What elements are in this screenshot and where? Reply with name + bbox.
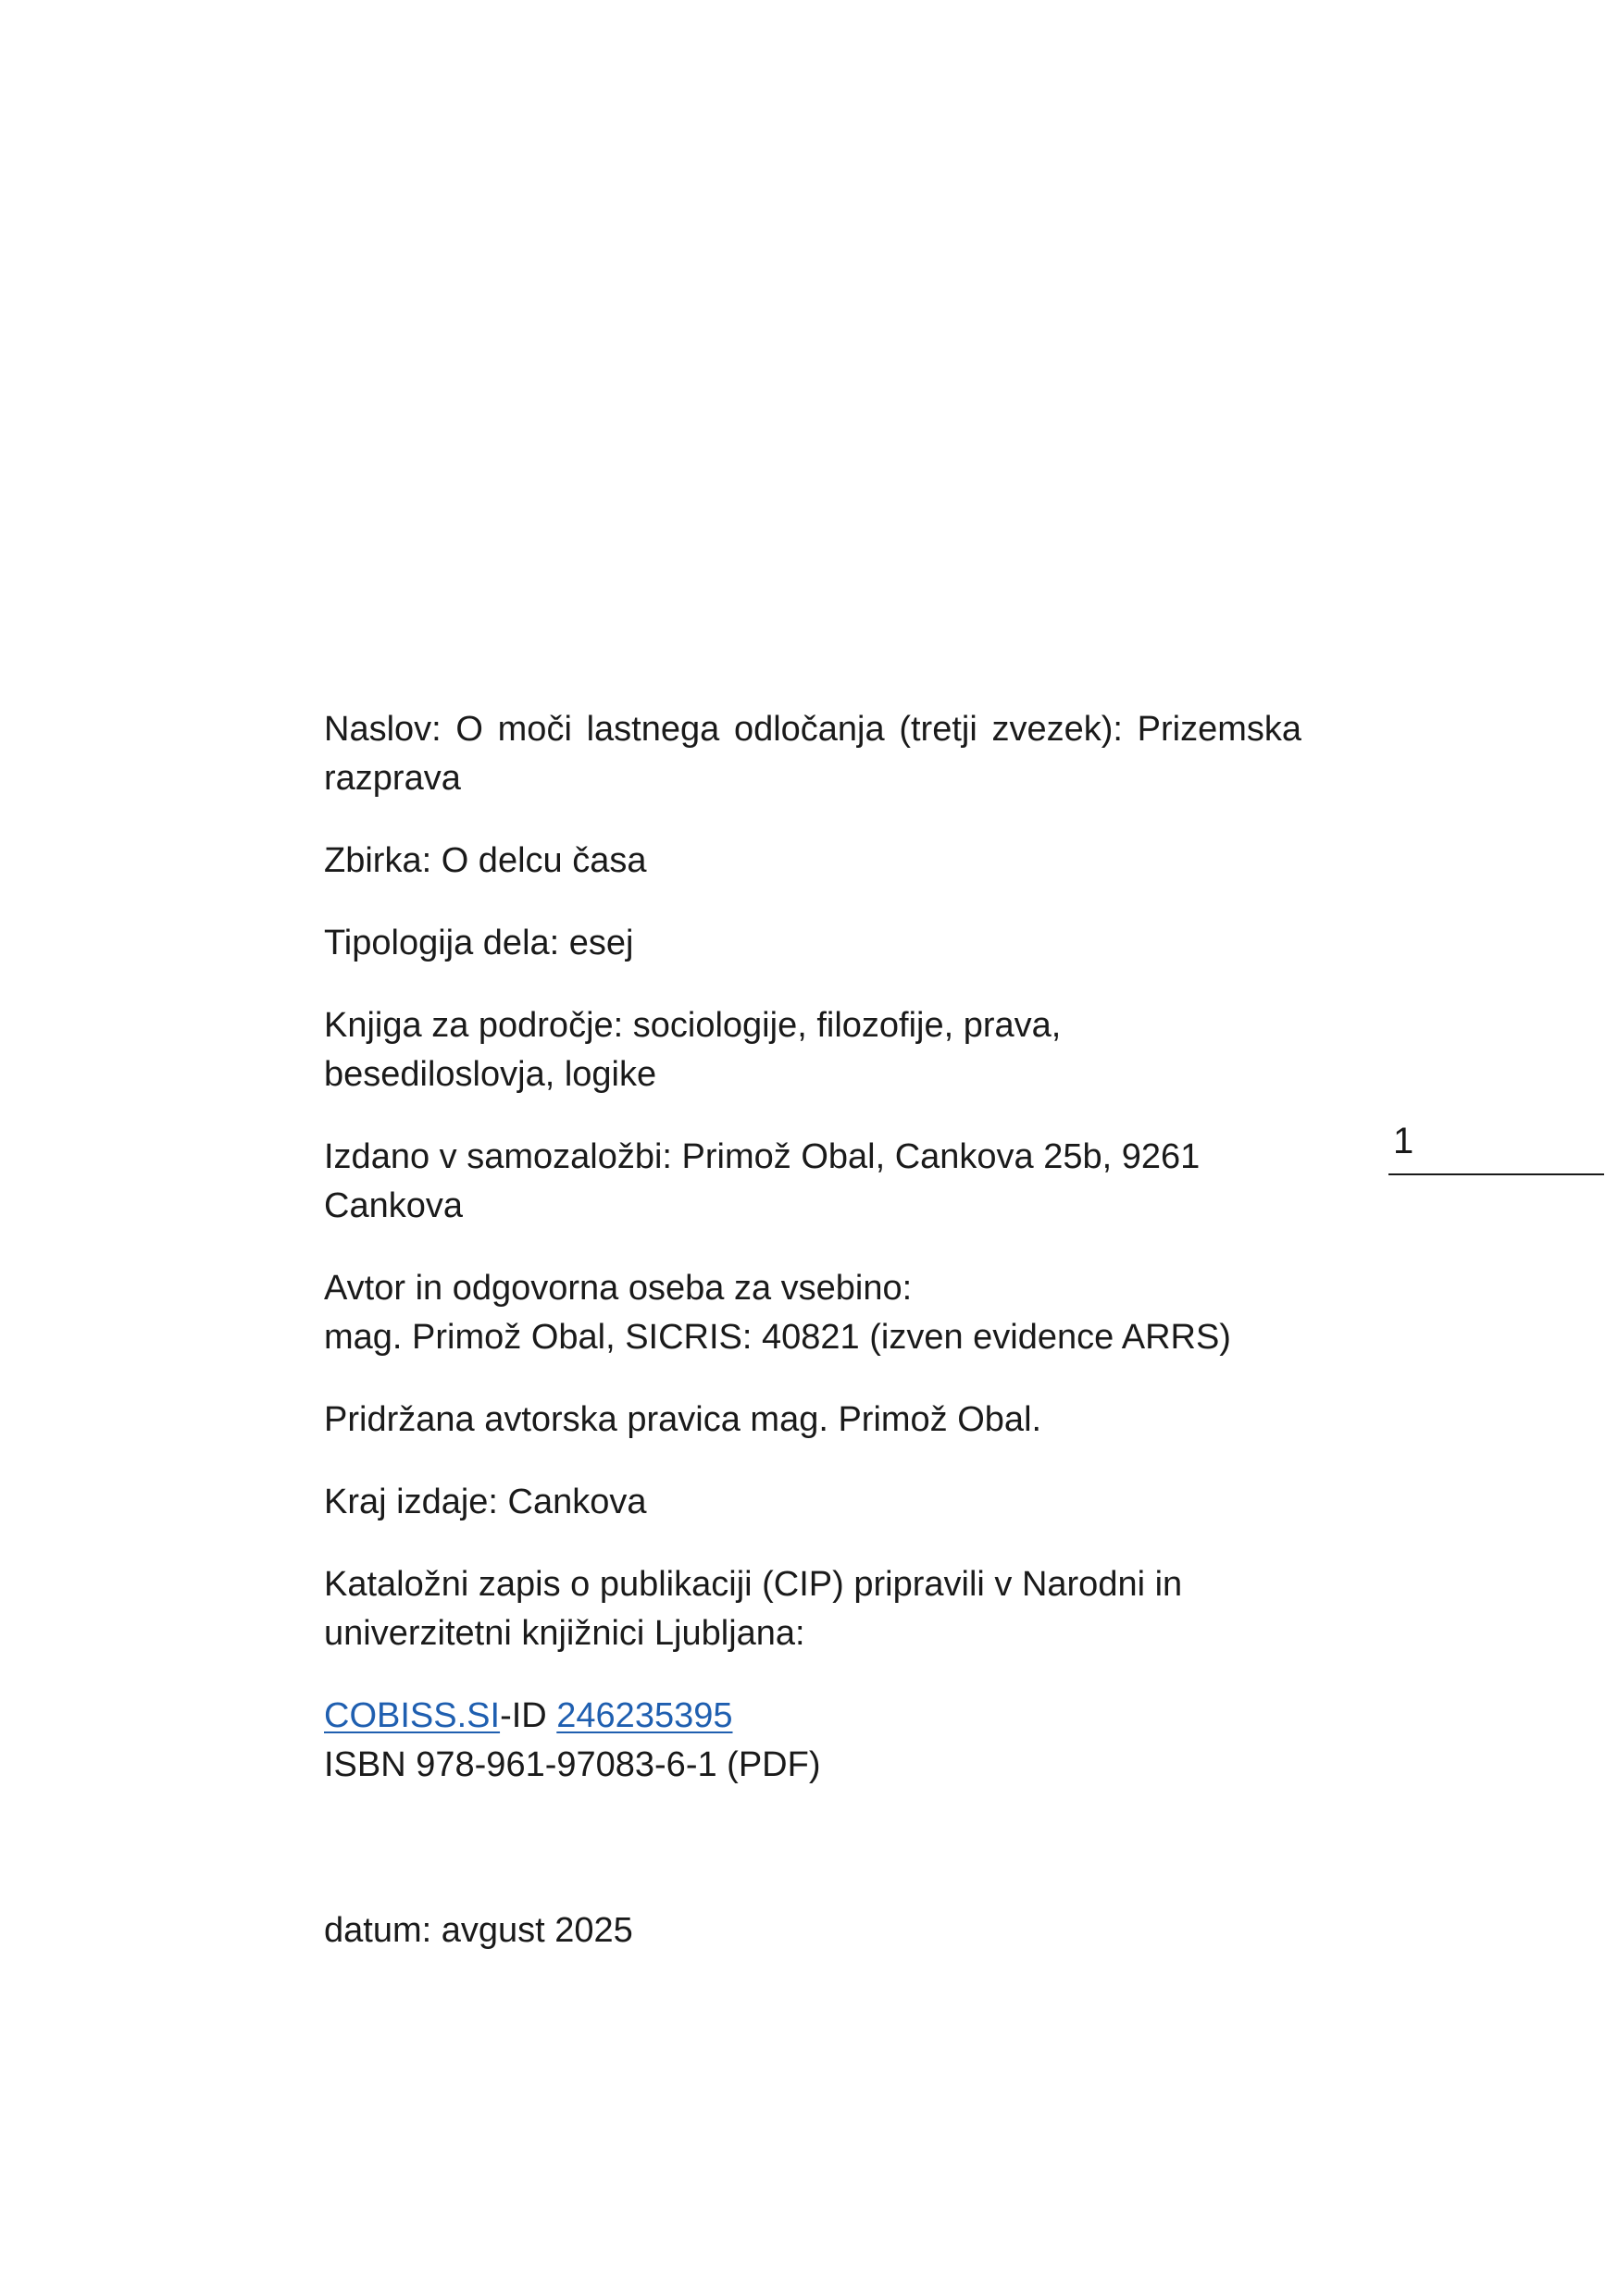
place-line: Kraj izdaje: Cankova <box>324 1483 647 1521</box>
author-name: mag. Primož Obal, SICRIS: 40821 (izven evidence ARRS) <box>324 1318 1231 1357</box>
spacer <box>324 1823 1301 1906</box>
cobiss-line <box>324 1692 1301 1741</box>
date-line: datum: avgust 2025 <box>324 1911 633 1950</box>
cobiss-id-link[interactable]: 246235395 <box>556 1696 733 1735</box>
fields-line: Knjiga za področje: sociologije, filozofije, prava, besediloslovja, logike <box>324 1006 1062 1094</box>
catalog-block <box>324 1692 1301 1790</box>
isbn-line: ISBN 978-961-97083-6-1 (PDF) <box>324 1745 821 1784</box>
copyright-line: Pridržana avtorska pravica mag. Primož Obal. <box>324 1400 1042 1439</box>
page-number-rule <box>1388 1173 1604 1175</box>
collection-line: Zbirka: O delcu časa <box>324 841 647 880</box>
cobiss-link[interactable]: COBISS.SI <box>324 1696 501 1735</box>
author-label: Avtor in odgovorna oseba za vsebino: <box>324 1269 913 1308</box>
publisher-line: Izdano v samozaložbi: Primož Obal, Cankova 25b, 9261 Cankova <box>324 1137 1201 1225</box>
cip-line: Kataložni zapis o publikaciji (CIP) pripravili v Narodni in univerzitetni knjižnici Ljubljana: <box>324 1565 1183 1653</box>
typology-line: Tipologija dela: esej <box>324 924 634 962</box>
colophon <box>324 705 1301 1989</box>
author-block <box>324 1264 1301 1362</box>
cobiss-id-label: -ID <box>500 1696 557 1735</box>
page-number: 1 <box>1393 1121 1414 1161</box>
title-line: Naslov: O moči lastnega odločanja (tretji zvezek): Prizemska razprava <box>324 710 1301 798</box>
